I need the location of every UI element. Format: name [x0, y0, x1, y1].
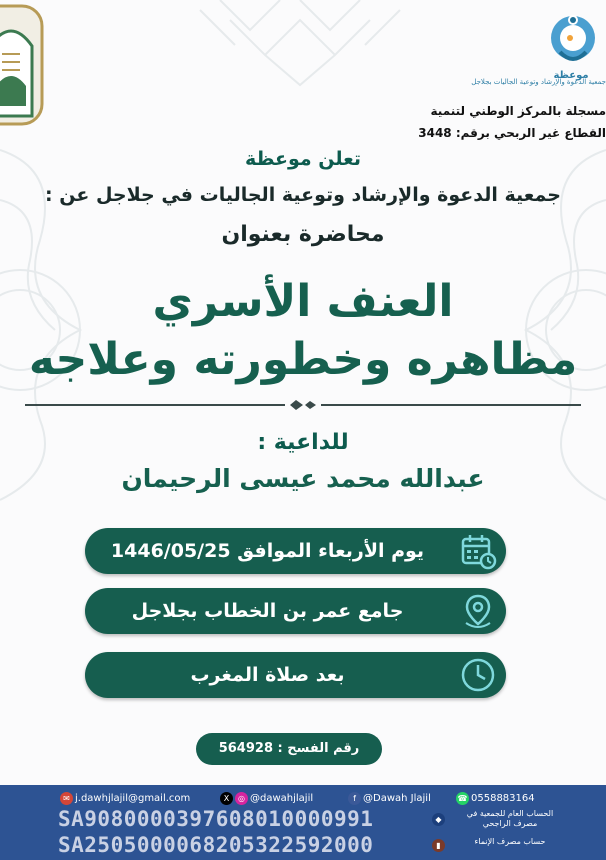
- iban-inma: SA2505000068205322592000: [58, 833, 374, 857]
- registration-line-1: مسجلة بالمركز الوطني لتنمية: [430, 104, 606, 118]
- lecture-title-line-2: مظاهره وخطورته وعلاجه: [28, 334, 578, 385]
- association-text: جمعية الدعوة والإرشاد وتوعية الجاليات في جلاجل عن :: [45, 184, 561, 206]
- whatsapp-icon: ☎: [457, 793, 468, 803]
- bank-label-inma: حساب مصرف الإنماء: [474, 837, 546, 846]
- phone-text: 0558883164: [471, 793, 535, 804]
- phone-contact: [456, 791, 535, 807]
- lecture-title-line-1: العنف الأسري: [152, 276, 454, 327]
- date-text: يوم الأربعاء الموافق 1446/05/25: [110, 540, 425, 562]
- time-pill: [85, 652, 506, 698]
- footer-contacts: [60, 789, 554, 809]
- logo-name: موعظة: [553, 70, 589, 81]
- location-text: جامع عمر بن الخطاب بجلاجل: [131, 600, 404, 622]
- x-handle-text: @dawahjlajil: [250, 793, 314, 804]
- email-contact: [60, 791, 190, 807]
- registration-line-2: القطاع غير الربحي برقم: 3448: [418, 126, 606, 140]
- date-pill: [85, 528, 506, 574]
- email-text: j.dawhjlajil@gmail.com: [75, 793, 191, 804]
- clock-icon: [458, 655, 498, 695]
- logo-subtitle: جمعية الدعوة والإرشاد وتوعية الجاليات بجلاجل: [471, 78, 606, 86]
- time-text: بعد صلاة المغرب: [190, 664, 345, 686]
- location-pin-icon: [458, 591, 498, 631]
- footer-bar: [0, 785, 606, 860]
- email-icon: ✉: [60, 792, 73, 805]
- announces-text: تعلن موعظة: [244, 148, 361, 170]
- x-instagram-contact: [220, 791, 313, 807]
- rajhi-bank-icon: ◆: [432, 813, 445, 826]
- iban-rajhi: SA9080000397608010000991: [58, 807, 374, 831]
- facebook-icon: f: [348, 792, 361, 805]
- x-icon: X: [220, 792, 233, 805]
- facebook-contact: [348, 791, 431, 807]
- permit-number: رقم الفسح : 564928: [196, 733, 382, 765]
- mawitha-logo-icon: [540, 8, 602, 70]
- facebook-text: @Dawah Jlajil: [363, 793, 431, 804]
- location-pill: [85, 588, 506, 634]
- calendar-icon: [458, 531, 498, 571]
- preacher-name: عبدالله محمد عيسى الرحيمان: [121, 464, 485, 493]
- inma-bank-icon: ▮: [432, 839, 445, 852]
- lecture-titled-text: محاضرة بعنوان: [221, 222, 385, 247]
- bank-label-rajhi: الحساب العام للجمعية في مصرف الراجحي: [466, 809, 554, 828]
- preacher-label: للداعية :: [257, 430, 349, 455]
- instagram-icon: ◎: [235, 792, 248, 805]
